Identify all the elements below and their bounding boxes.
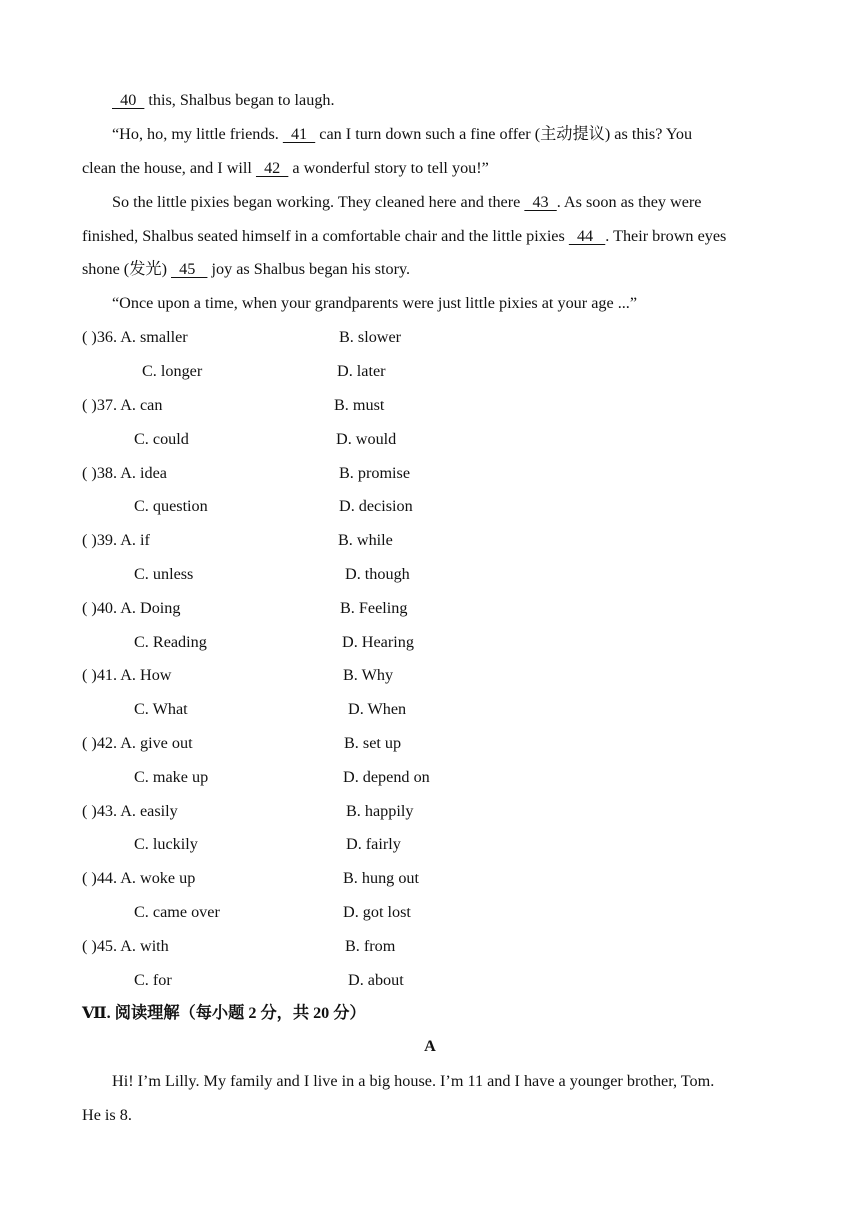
question-36-c: C. longer bbox=[142, 362, 203, 380]
passage-text: joy as Shalbus began his story. bbox=[207, 260, 411, 278]
passage-text: shone (发光) bbox=[82, 260, 172, 278]
question-39-b: B. while bbox=[338, 531, 393, 549]
passage-line-6 bbox=[82, 259, 410, 279]
blank-41: 41 bbox=[282, 125, 316, 143]
question-36-a: ( )36. A. smaller bbox=[82, 328, 188, 346]
section-heading: Ⅶ. 阅读理解（每小题 2 分，共 20 分） bbox=[82, 1004, 366, 1022]
passage-text: a wonderful story to tell you!” bbox=[288, 159, 489, 177]
question-42-c: C. make up bbox=[134, 768, 209, 786]
question-38-a: ( )38. A. idea bbox=[82, 464, 167, 482]
question-45-c: C. for bbox=[134, 971, 172, 989]
blank-43: 43 bbox=[524, 193, 557, 211]
question-40-b: B. Feeling bbox=[340, 599, 408, 617]
reading-paragraph-line-1: Hi! I’m Lilly. My family and I live in a big house. I’m 11 and I have a younger brother, Tom. bbox=[112, 1072, 715, 1090]
question-45-d: D. about bbox=[348, 971, 404, 989]
question-44-d: D. got lost bbox=[343, 903, 411, 921]
question-42-d: D. depend on bbox=[343, 768, 430, 786]
question-43-a: ( )43. A. easily bbox=[82, 802, 178, 820]
blank-40: 40 bbox=[112, 91, 145, 109]
question-44-a: ( )44. A. woke up bbox=[82, 869, 196, 887]
question-38-d: D. decision bbox=[339, 497, 413, 515]
question-36-b: B. slower bbox=[339, 328, 402, 346]
passage-a-title: A bbox=[424, 1037, 436, 1055]
passage-text: this, Shalbus began to laugh. bbox=[144, 91, 335, 109]
passage-text: clean the house, and I will bbox=[82, 159, 256, 177]
passage-line-3 bbox=[82, 158, 489, 178]
question-43-b: B. happily bbox=[346, 802, 414, 820]
question-37-d: D. would bbox=[336, 430, 397, 448]
question-41-d: D. When bbox=[348, 700, 407, 718]
question-44-c: C. came over bbox=[134, 903, 220, 921]
question-42-a: ( )42. A. give out bbox=[82, 734, 193, 752]
passage-text: . Their brown eyes bbox=[605, 227, 727, 245]
passage-line-5 bbox=[82, 226, 726, 246]
passage-line-1 bbox=[112, 90, 335, 110]
question-37-a: ( )37. A. can bbox=[82, 396, 163, 414]
passage-text: So the little pixies began working. They cleaned here and there bbox=[112, 193, 525, 211]
question-39-a: ( )39. A. if bbox=[82, 531, 150, 549]
blank-42: 42 bbox=[255, 159, 289, 177]
passage-line-7: “Once upon a time, when your grandparents were just little pixies at your age ...” bbox=[112, 294, 638, 312]
question-41-b: B. Why bbox=[343, 666, 394, 684]
passage-text: . As soon as they were bbox=[556, 193, 702, 211]
question-40-d: D. Hearing bbox=[342, 633, 414, 651]
passage-line-4 bbox=[112, 192, 702, 212]
passage-text: “Ho, ho, my little friends. bbox=[112, 125, 283, 143]
passage-line-2 bbox=[112, 124, 692, 144]
question-45-b: B. from bbox=[345, 937, 396, 955]
question-36-d: D. later bbox=[337, 362, 386, 380]
question-45-a: ( )45. A. with bbox=[82, 937, 169, 955]
passage-text: can I turn down such a fine offer (主动提议) as this? You bbox=[315, 125, 693, 143]
question-37-b: B. must bbox=[334, 396, 385, 414]
blank-45: 45 bbox=[171, 260, 208, 278]
passage-text: finished, Shalbus seated himself in a comfortable chair and the little pixies bbox=[82, 227, 569, 245]
question-38-c: C. question bbox=[134, 497, 208, 515]
question-42-b: B. set up bbox=[344, 734, 402, 752]
question-41-a: ( )41. A. How bbox=[82, 666, 172, 684]
question-37-c: C. could bbox=[134, 430, 189, 448]
question-40-a: ( )40. A. Doing bbox=[82, 599, 181, 617]
question-40-c: C. Reading bbox=[134, 633, 207, 651]
question-39-d: D. though bbox=[345, 565, 410, 583]
question-41-c: C. What bbox=[134, 700, 188, 718]
question-43-d: D. fairly bbox=[346, 835, 401, 853]
question-44-b: B. hung out bbox=[343, 869, 419, 887]
question-39-c: C. unless bbox=[134, 565, 194, 583]
question-43-c: C. luckily bbox=[134, 835, 198, 853]
question-38-b: B. promise bbox=[339, 464, 411, 482]
reading-paragraph-line-2: He is 8. bbox=[82, 1106, 132, 1124]
blank-44: 44 bbox=[568, 227, 606, 245]
